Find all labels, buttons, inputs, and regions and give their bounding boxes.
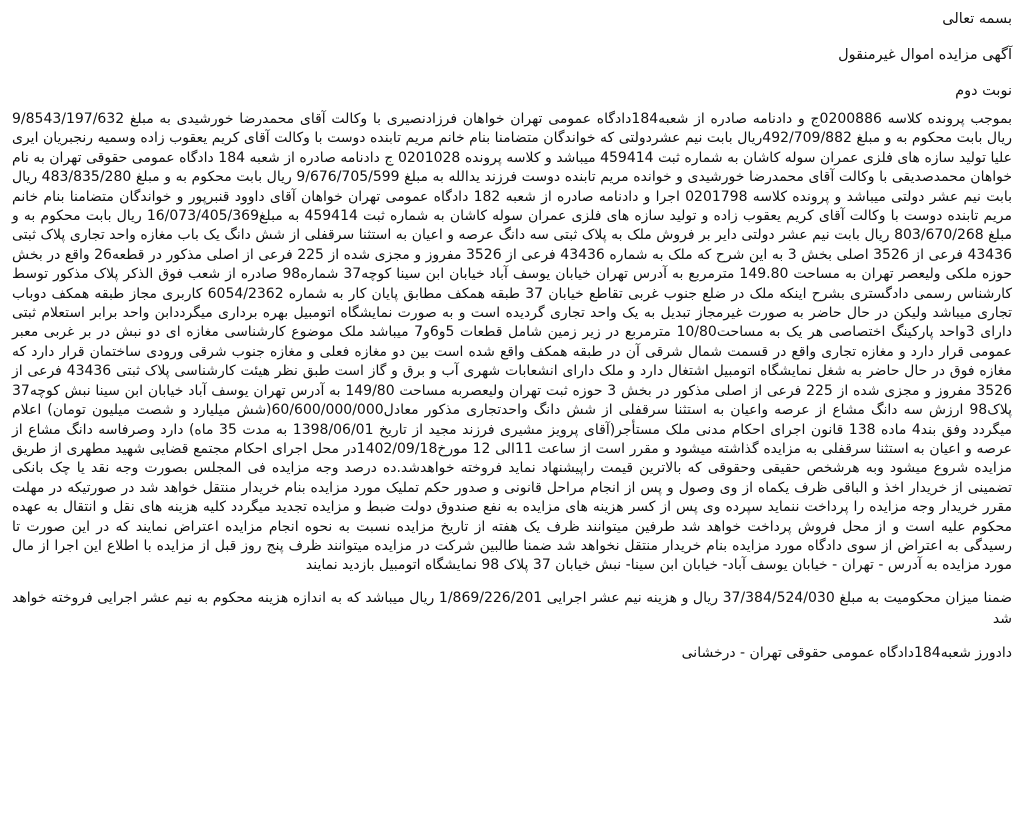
notice-round: نوبت دوم <box>955 83 1012 99</box>
notice-title: آگهی مزایده اموال غیرمنقول <box>838 47 1012 63</box>
bismillah-text: بسمه تعالی <box>942 11 1012 27</box>
heading-spacer <box>12 30 1012 44</box>
notice-cost-paragraph: ضمنا میزان محکومیت به مبلغ 37/384/524/030 ریال و هزینه نیم عشر اجرایی 1/869/226/201 ریال میباشد که به اندازه هزینه محکوم به نیم عشر اجرایی فروخته خواهد شد <box>12 589 1012 627</box>
notice-heading <box>12 8 1012 102</box>
heading-spacer <box>12 66 1012 80</box>
notice-main-paragraph: بموجب پرونده کلاسه 0200886ج و دادنامه صادره از شعبه184دادگاه عمومی تهران خواهان فرزادنصیری با وکالت آقای محمدرضا خورشیدی به مبلغ 9/8543/197/632 ریال بابت محکوم به و مبلغ 492/709/882ریال بابت نیم عشردولتی که خواندگان متضامنا بنام خانم مریم تابنده دوست با وکالت آقای کریم یعقوب زاده وسمیه رنجبریان ایری علیا تولید سازه های فلزی عمران سوله کاشان به شماره ثبت 459414 میباشد و کلاسه پرونده 0201028 ج دادنامه صادره از شعبه 184 دادگاه عمومی حقوقی تهران به نام خواهان محمدصدیقی با وکالت آقای محمدرضا خورشیدی و خوانده مریم تابنده دوست فرزند یدالله به مبلغ 9/676/705/599 ریال بابت محکوم به و مبلغ 483/835/280 ریال بابت نیم عشر دولتی میباشد و پرونده کلاسه 0201798 اجرا و دادنامه صادره از شعبه 182 دادگاه عمومی تهران خواهان آقای داوود قنبرپور و خواندگان متضامنا بنام خانم مریم تابنده دوست با وکالت آقای کریم یعقوب زاده و تولید سازه های فلزی عمران سوله کاشان به شماره ثبت 459414 به مبلغ16/073/405/369 ریال بابت محکوم به و مبلغ 803/670/268 ریال بابت نیم عشر دولتی دایر بر فروش ملک به پلاک ثبتی سه دانگ عرصه و اعیان به استثنا سرقفلی از شش دانگ یک باب مغازه واحد تجاری پلاک ثبتی 43436 فرعی از 3526 اصلی بخش 3 به این شرح که ملک به شماره 43436 فرعی از 3526 مفروز و مجزی شده از 225 فرعی از اصلی مذکور در قطعه26 واقع در بخش حوزه ملکی ولیعصر تهران به مساحت 149.80 مترمربع به آدرس تهران خیابان یوسف آباد خیابان ابن سینا کوچه37 شماره98 صادره از شعب فوق الذکر پلاک مذکور توسط کارشناس رسمی دادگستری بشرح اینکه ملک در ضلع جنوب غربی تقاطع خیابان 37 طبقه همکف مطابق پایان کار به شماره 6054/2362 کاربری مجاز طبقه همکف دوباب تجاری میباشد ولیکن در حال حاضر به صورت غیرمجاز تبدیل به یک واحد تجاری گردیده است و به صورت نمایشگاه اتومبیل بهره برداری میگرددابن واحد برابر استعلام ثبتی دارای 3واحد پارکینگ اختصاصی هر یک به مساحت10/80 مترمربع در زیر زمین شامل قطعات 5و6و7 میباشد ملک موضوع کارشناسی مغازه ای دو نبش در بر غربی معبر عمومی قرار دارد و مغازه تجاری واقع در قسمت شمال شرقی آن در طبقه همکف واقع شده است بین دو مغازه فعلی و مغازه جنوب شرقی ورودی ساختمان قرار دارد که مغازه فوق در حال حاضر به شغل نمایشگاه اتومبیل اشتغال دارد و ملک دارای انشعابات شهری آب و برق و گاز است طبق نظر هیئت کارشناسی پلاک ثبتی 43436 فرعی از 3526 مفروز و مجزی شده از 225 فرعی از اصلی مذکور در بخش 3 حوزه ثبت تهران ولیعصربه مساحت 149/80 به آدرس تهران یوسف آباد خیابان ابن سینا نبش کوچه37 پلاک98 ارزش سه دانگ مشاع از عرصه واعیان به استثنا سرقفلی از شش دانگ واحدتجاری مذکور معادل60/600/000/000(شش میلیارد و شصت میلیون تومان) اعلام میگردد وفق بند4 ماده 138 قانون اجرای احکام مدنی ملک مستأجر(آقای پرویز مشیری فرزند مجید از تاریخ 1398/06/01 به مدت 35 ماه) دارد وصرفاسه دانگ مشاع از عرصه و اعیان به استثنا سرقفلی به مزایده گذاشته میشود و مقرر است از ساعت 11الی 12 مورخ1402/09/18در محل اجرای احکام مجتمع قضایی شهید مطهری از طریق مزایده شروع میشود وبه هرشخص حقیقی وحقوقی که بالاترین قیمت راپیشنهاد نماید فروخته خواهدشد.ده درصد وجه مزایده فی المجلس بصورت وجه نقد یا چک بانکی تضمینی از خریدار اخذ و الباقی ظرف یکماه از وی وصول و پس از انجام مراحل قانونی و صدور حکم تملیک مورد مزایده بنام خریدار منتقل خواهد شد در صورتیکه در مهلت مقرر خریدار وجه مزایده را پرداخت ننماید سپرده وی پس از کسر هزینه های مزایده به نفع صندوق دولت ضبط و مزایده تجدید میگردد کلیه هزینه های نقل و انتقال به عهده محکوم علیه است و از محل فروش پرداخت خواهد شد طرفین میتوانند ظرف یک هفته از تاریخ مزایده نسبت به نحوه انجام مزایده اعتراض نمایند که در این صورت تا رسیدگی به اعتراض از سوی دادگاه مورد مزایده بنام خریدار منتقل نخواهد شد ضمنا طالبین شرکت در مزایده میتوانند ظرف پنج روز قبل از مزایده با اطلاع این اجرا از مال مورد مزایده به آدرس - تهران - خیابان یوسف آباد- خیابان ابن سینا- نبش خیابان 37 پلاک 98 نمایشگاه اتومبیل بازدید نمایند <box>12 111 1013 574</box>
notice-signature: دادورز شعبه184دادگاه عمومی حقوقی تهران - درخشانی <box>681 644 1012 661</box>
